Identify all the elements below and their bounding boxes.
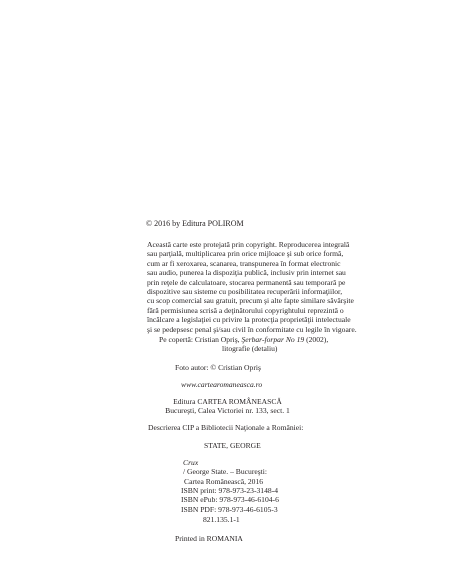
cover-credit [159, 335, 328, 354]
book-title: Crux [183, 458, 199, 467]
legal-line: sau parţială, multiplicarea prin orice mijloace şi sub orice formă, [147, 249, 344, 259]
printed-in: Printed in ROMANIA [175, 534, 243, 543]
cip-reference-rest: / George State. – Bucureşti: [183, 467, 268, 477]
legal-line: şi se pedepsesc penal şi/sau civil în conformitate cu legile în vigoare. [147, 324, 357, 334]
publisher-address: Bucureşti, Calea Victoriei nr. 133, sect. 1 [165, 406, 290, 416]
cip-reference [183, 458, 267, 486]
legal-line: cum ar fi xeroxarea, scanarea, transpunerea în format electronic [147, 258, 341, 268]
copyright-notice: © 2016 by Editura POLIROM [146, 219, 244, 228]
publisher-info [165, 397, 290, 416]
cover-credit-suffix: (2002), [304, 335, 329, 344]
isbn-epub: ISBN ePub: 978-973-46-6104-6 [181, 495, 279, 505]
photo-credit: Foto autor: © Cristian Opriş [175, 363, 261, 372]
legal-line: încălcare a legislaţiei cu privire la protecţia proprietăţii intelectuale [147, 315, 351, 325]
isbn-print: ISBN print: 978-973-23-3148-4 [181, 486, 279, 495]
legal-line: fără permisiunea scrisă a deţinătorului copyrightului reprezintă o [147, 305, 344, 315]
legal-line: cu scop comercial sau gratuit, precum şi alte fapte similare săvârşite [147, 296, 354, 306]
legal-line: prin reţele de calculatoare, stocarea permanentă sau temporară pe [147, 277, 346, 287]
isbn-pdf: ISBN PDF: 978-973-46-6105-3 [181, 504, 278, 514]
cip-reference-publisher: Cartea Românească, 2016 [184, 476, 264, 486]
isbn-list [181, 486, 279, 514]
udc-code: 821.135.1-1 [203, 515, 240, 524]
cover-credit-medium: litografie (detaliu) [222, 344, 278, 354]
publisher-name: Editura CARTEA ROMÂNEASCĂ [173, 397, 282, 406]
cip-author: STATE, GEORGE [204, 441, 261, 450]
legal-line: sau audio, punerea la dispoziţia publică, inclusiv prin internet sau [147, 268, 346, 278]
cover-artwork-title: Şerbar-forpar No 19 [241, 335, 305, 344]
legal-notice [147, 240, 357, 334]
legal-line: Această carte este protejată prin copyright. Reproducerea integrală [147, 240, 350, 249]
cover-credit-prefix: Pe copertă: Cristian Opriş, [159, 335, 242, 344]
legal-line: dispozitive sau sisteme cu posibilitatea recuperării informaţiilor, [147, 287, 343, 297]
website-url: www.cartearomaneasca.ro [181, 380, 263, 389]
cip-heading: Descrierea CIP a Bibliotecii Naţionale a României: [148, 423, 304, 432]
